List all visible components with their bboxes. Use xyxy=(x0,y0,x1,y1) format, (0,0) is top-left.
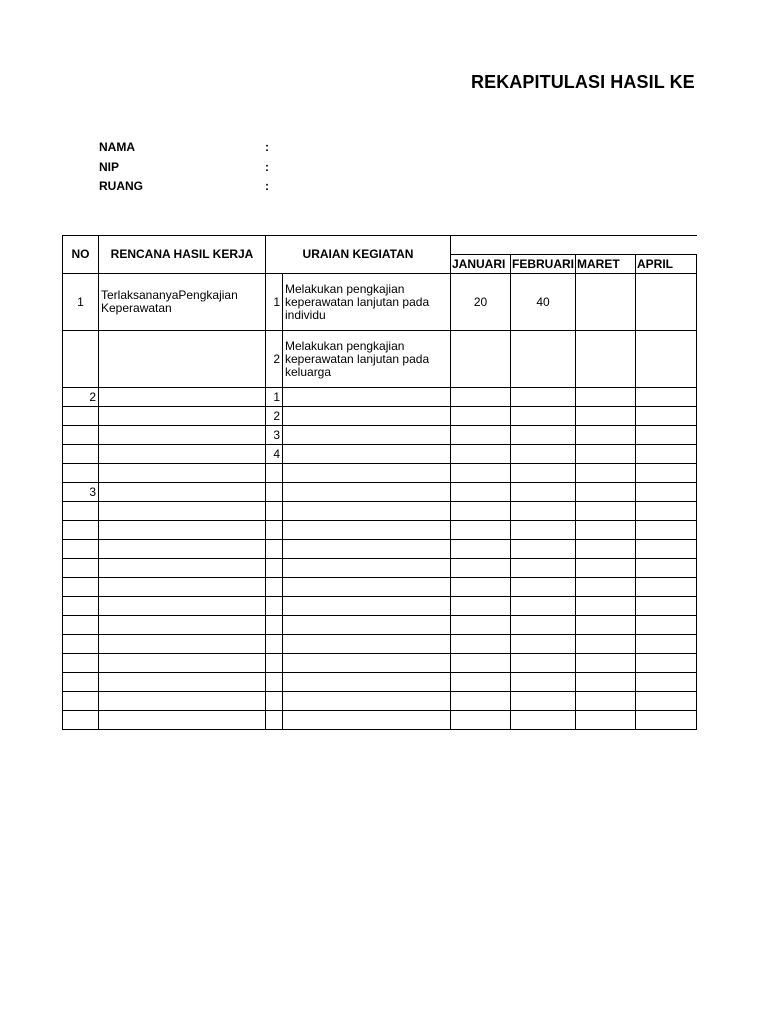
info-row-ruang xyxy=(99,179,299,199)
cell-no xyxy=(63,616,99,635)
cell-januari xyxy=(451,464,511,483)
cell-maret xyxy=(576,445,636,464)
cell-april xyxy=(636,388,697,407)
cell-rencana xyxy=(99,616,266,635)
cell-no: 3 xyxy=(63,483,99,502)
cell-rencana xyxy=(99,388,266,407)
cell-februari xyxy=(511,692,576,711)
cell-uraian xyxy=(283,483,451,502)
table-row xyxy=(63,654,697,673)
cell-januari xyxy=(451,502,511,521)
cell-januari xyxy=(451,616,511,635)
cell-sub-no xyxy=(266,616,283,635)
table-row xyxy=(63,635,697,654)
table-row xyxy=(63,559,697,578)
cell-rencana xyxy=(99,692,266,711)
cell-januari xyxy=(451,673,511,692)
table-row xyxy=(63,692,697,711)
cell-februari xyxy=(511,597,576,616)
cell-no xyxy=(63,445,99,464)
cell-no xyxy=(63,407,99,426)
cell-april xyxy=(636,692,697,711)
cell-rencana xyxy=(99,654,266,673)
cell-januari xyxy=(451,407,511,426)
cell-januari xyxy=(451,331,511,388)
cell-maret xyxy=(576,635,636,654)
cell-sub-no xyxy=(266,673,283,692)
cell-maret xyxy=(576,407,636,426)
cell-april xyxy=(636,616,697,635)
cell-maret xyxy=(576,711,636,730)
cell-no: 2 xyxy=(63,388,99,407)
identity-section xyxy=(99,140,299,199)
cell-januari xyxy=(451,483,511,502)
cell-sub-no xyxy=(266,711,283,730)
cell-april xyxy=(636,502,697,521)
cell-februari xyxy=(511,616,576,635)
table-row xyxy=(63,578,697,597)
cell-januari xyxy=(451,711,511,730)
cell-no xyxy=(63,502,99,521)
cell-maret xyxy=(576,483,636,502)
info-row-nama xyxy=(99,140,299,160)
cell-no: 1 xyxy=(63,274,99,331)
cell-uraian xyxy=(283,673,451,692)
cell-sub-no xyxy=(266,635,283,654)
cell-uraian xyxy=(283,597,451,616)
cell-uraian xyxy=(283,711,451,730)
document-title: REKAPITULASI HASIL KE xyxy=(471,72,695,92)
cell-april xyxy=(636,654,697,673)
cell-rencana xyxy=(99,559,266,578)
cell-uraian xyxy=(283,692,451,711)
cell-no xyxy=(63,559,99,578)
cell-februari xyxy=(511,502,576,521)
cell-maret xyxy=(576,673,636,692)
cell-april xyxy=(636,426,697,445)
cell-uraian xyxy=(283,445,451,464)
cell-sub-no xyxy=(266,692,283,711)
cell-rencana xyxy=(99,331,266,388)
cell-februari xyxy=(511,388,576,407)
table-row xyxy=(63,597,697,616)
cell-februari xyxy=(511,673,576,692)
cell-januari xyxy=(451,559,511,578)
table-row xyxy=(63,483,697,502)
cell-januari xyxy=(451,426,511,445)
table-row xyxy=(63,521,697,540)
cell-sub-no: 3 xyxy=(266,426,283,445)
table-row xyxy=(63,274,697,331)
cell-uraian xyxy=(283,502,451,521)
cell-no xyxy=(63,597,99,616)
cell-no xyxy=(63,426,99,445)
cell-rencana xyxy=(99,635,266,654)
cell-april xyxy=(636,445,697,464)
month-header-april: APRIL xyxy=(636,255,697,274)
cell-januari xyxy=(451,388,511,407)
cell-sub-no xyxy=(266,464,283,483)
cell-uraian xyxy=(283,654,451,673)
cell-no xyxy=(63,692,99,711)
cell-februari xyxy=(511,540,576,559)
cell-uraian xyxy=(283,540,451,559)
cell-uraian xyxy=(283,521,451,540)
recap-table xyxy=(62,235,697,730)
info-label: NIP xyxy=(99,159,120,174)
cell-no xyxy=(63,540,99,559)
cell-maret xyxy=(576,616,636,635)
cell-maret xyxy=(576,540,636,559)
cell-februari xyxy=(511,521,576,540)
cell-maret xyxy=(576,426,636,445)
cell-no xyxy=(63,711,99,730)
cell-sub-no xyxy=(266,502,283,521)
cell-april xyxy=(636,673,697,692)
cell-april xyxy=(636,274,697,331)
cell-no xyxy=(63,578,99,597)
cell-maret xyxy=(576,597,636,616)
info-colon: : xyxy=(265,159,269,174)
cell-januari xyxy=(451,597,511,616)
cell-januari xyxy=(451,540,511,559)
cell-januari xyxy=(451,692,511,711)
cell-sub-no: 1 xyxy=(266,388,283,407)
cell-no xyxy=(63,654,99,673)
cell-sub-no xyxy=(266,654,283,673)
cell-maret xyxy=(576,654,636,673)
cell-februari xyxy=(511,445,576,464)
cell-januari: 20 xyxy=(451,274,511,331)
table-row xyxy=(63,426,697,445)
cell-april xyxy=(636,559,697,578)
cell-februari xyxy=(511,464,576,483)
month-header-januari: JANUARI xyxy=(451,255,511,274)
cell-uraian xyxy=(283,616,451,635)
cell-rencana xyxy=(99,540,266,559)
table-row xyxy=(63,711,697,730)
info-label: RUANG xyxy=(99,179,143,193)
cell-sub-no: 2 xyxy=(266,407,283,426)
info-colon: : xyxy=(265,140,269,154)
header-rencana: RENCANA HASIL KERJA xyxy=(99,236,266,274)
cell-april xyxy=(636,635,697,654)
cell-uraian xyxy=(283,559,451,578)
table-row xyxy=(63,616,697,635)
cell-rencana xyxy=(99,673,266,692)
cell-rencana xyxy=(99,711,266,730)
cell-sub-no xyxy=(266,578,283,597)
table-row xyxy=(63,540,697,559)
cell-rencana xyxy=(99,578,266,597)
cell-april xyxy=(636,540,697,559)
cell-sub-no xyxy=(266,521,283,540)
cell-januari xyxy=(451,445,511,464)
cell-no xyxy=(63,331,99,388)
table-row xyxy=(63,331,697,388)
cell-april xyxy=(636,578,697,597)
cell-februari: 40 xyxy=(511,274,576,331)
cell-maret xyxy=(576,274,636,331)
cell-rencana xyxy=(99,597,266,616)
table-row xyxy=(63,673,697,692)
cell-april xyxy=(636,521,697,540)
cell-maret xyxy=(576,502,636,521)
info-colon: : xyxy=(265,179,269,193)
cell-april xyxy=(636,711,697,730)
header-months-group xyxy=(451,236,697,255)
cell-uraian xyxy=(283,407,451,426)
cell-uraian xyxy=(283,426,451,445)
cell-februari xyxy=(511,483,576,502)
info-label: NAMA xyxy=(99,140,135,154)
info-row-nip xyxy=(99,160,299,180)
table-row xyxy=(63,464,697,483)
cell-rencana xyxy=(99,483,266,502)
cell-maret xyxy=(576,578,636,597)
cell-april xyxy=(636,331,697,388)
cell-sub-no xyxy=(266,559,283,578)
cell-sub-no xyxy=(266,483,283,502)
cell-maret xyxy=(576,331,636,388)
cell-januari xyxy=(451,635,511,654)
cell-februari xyxy=(511,559,576,578)
cell-april xyxy=(636,597,697,616)
cell-no xyxy=(63,521,99,540)
cell-sub-no: 2 xyxy=(266,331,283,388)
header-no: NO xyxy=(63,236,99,274)
cell-uraian xyxy=(283,635,451,654)
month-header-februari: FEBRUARI xyxy=(511,255,576,274)
cell-uraian xyxy=(283,578,451,597)
cell-uraian: Melakukan pengkajian keperawatan lanjutan pada individu xyxy=(283,274,451,331)
cell-februari xyxy=(511,407,576,426)
cell-april xyxy=(636,407,697,426)
cell-maret xyxy=(576,692,636,711)
cell-rencana xyxy=(99,426,266,445)
table-row xyxy=(63,445,697,464)
cell-rencana xyxy=(99,407,266,426)
cell-maret xyxy=(576,464,636,483)
cell-rencana: TerlaksananyaPengkajian Keperawatan xyxy=(99,274,266,331)
cell-februari xyxy=(511,578,576,597)
cell-sub-no xyxy=(266,597,283,616)
cell-rencana xyxy=(99,502,266,521)
cell-uraian xyxy=(283,464,451,483)
cell-rencana xyxy=(99,445,266,464)
cell-januari xyxy=(451,521,511,540)
cell-sub-no: 4 xyxy=(266,445,283,464)
cell-april xyxy=(636,464,697,483)
cell-januari xyxy=(451,654,511,673)
cell-sub-no xyxy=(266,540,283,559)
table-row xyxy=(63,407,697,426)
cell-rencana xyxy=(99,464,266,483)
table-row xyxy=(63,502,697,521)
cell-april xyxy=(636,483,697,502)
cell-uraian xyxy=(283,388,451,407)
cell-februari xyxy=(511,654,576,673)
cell-uraian: Melakukan pengkajian keperawatan lanjutan pada keluarga xyxy=(283,331,451,388)
cell-no xyxy=(63,635,99,654)
cell-februari xyxy=(511,635,576,654)
cell-maret xyxy=(576,559,636,578)
cell-sub-no: 1 xyxy=(266,274,283,331)
cell-rencana xyxy=(99,521,266,540)
cell-februari xyxy=(511,331,576,388)
cell-februari xyxy=(511,711,576,730)
cell-maret xyxy=(576,388,636,407)
header-uraian: URAIAN KEGIATAN xyxy=(266,236,451,274)
cell-februari xyxy=(511,426,576,445)
cell-no xyxy=(63,464,99,483)
month-header-maret: MARET xyxy=(576,255,636,274)
cell-no xyxy=(63,673,99,692)
cell-maret xyxy=(576,521,636,540)
cell-januari xyxy=(451,578,511,597)
table-row xyxy=(63,388,697,407)
